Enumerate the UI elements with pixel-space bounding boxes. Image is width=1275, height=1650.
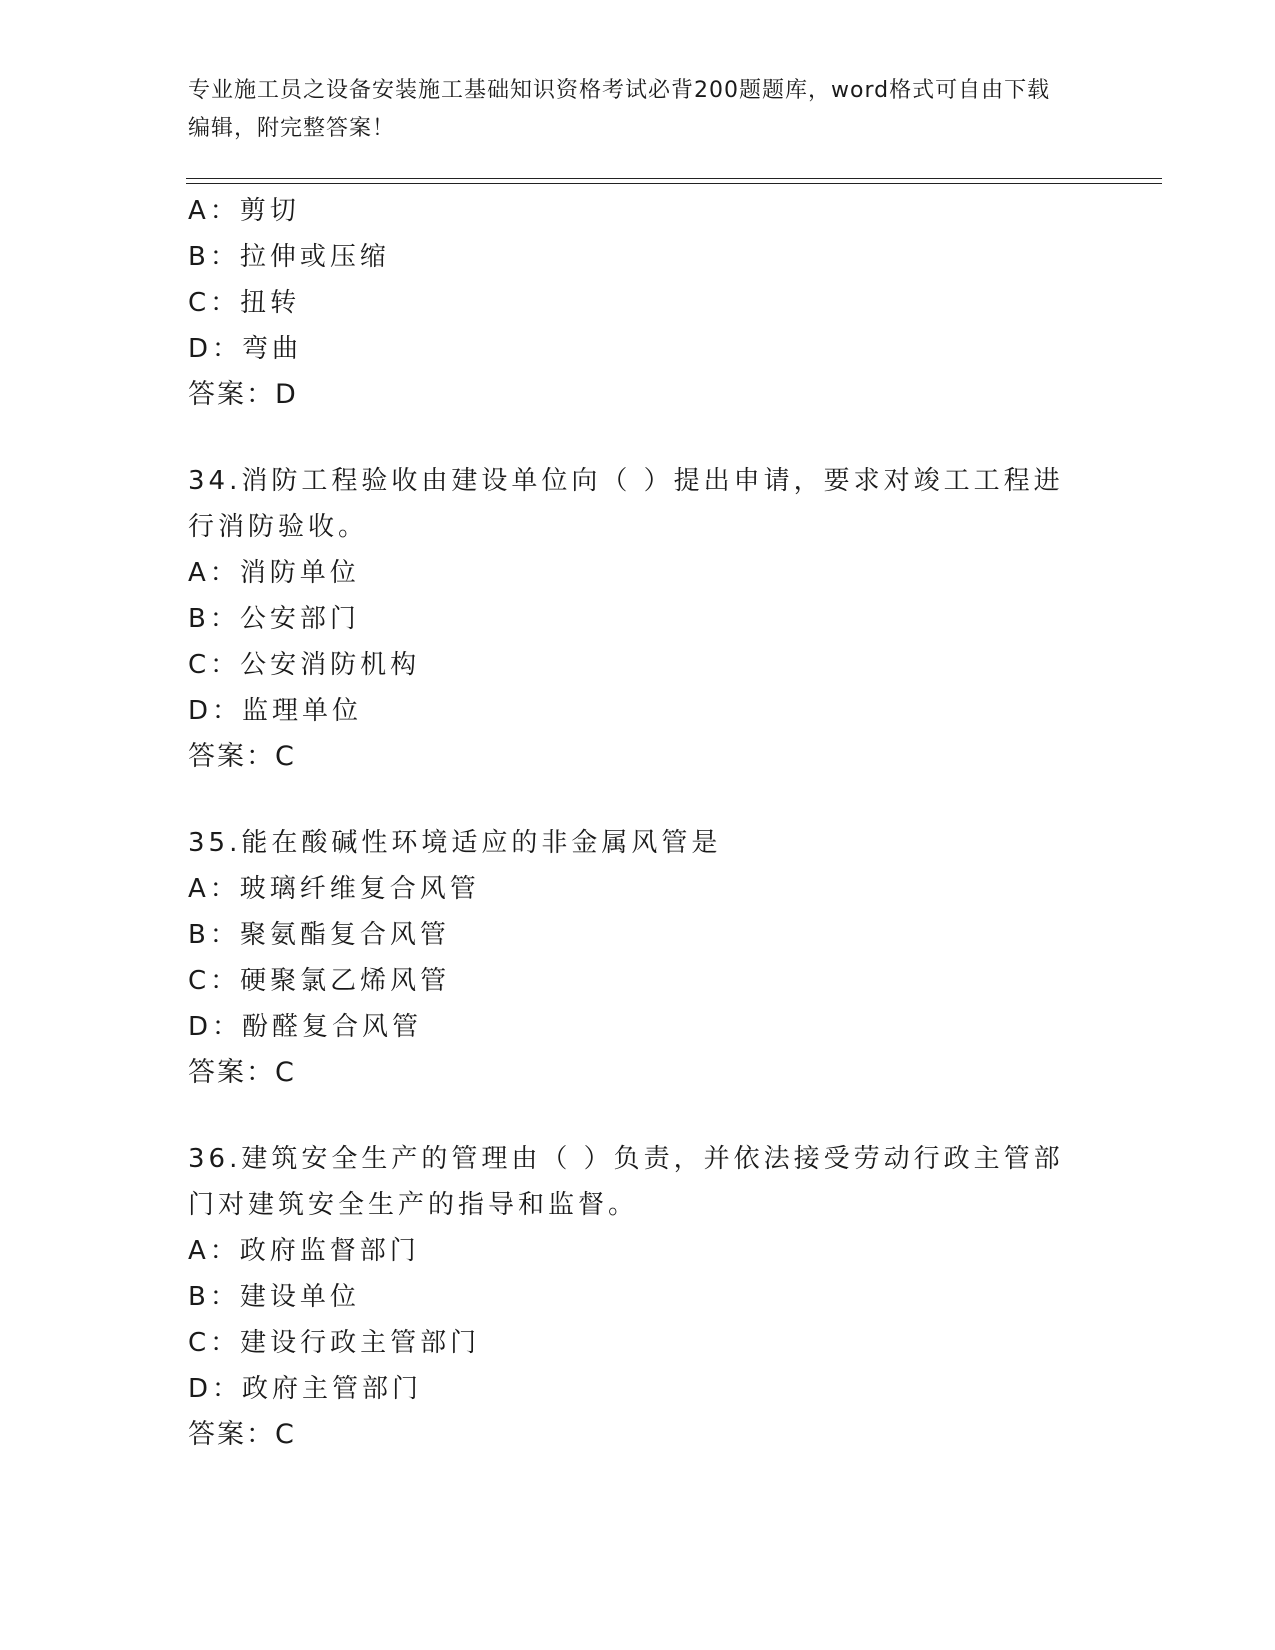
question-list [188, 188, 1088, 1458]
option-c: C：扭转 [188, 288, 301, 318]
option-a: A：剪切 [188, 196, 300, 226]
option-a: A：玻璃纤维复合风管 [188, 874, 480, 904]
header-rule-top [186, 178, 1162, 179]
question-block-33 [188, 188, 1088, 418]
question-block-34 [188, 458, 1088, 780]
answer-line: 答案：D [188, 379, 298, 410]
option-b: B：公安部门 [188, 604, 360, 634]
spacer [188, 780, 1088, 820]
option-d: D：酚醛复合风管 [188, 1012, 423, 1042]
option-c: C：建设行政主管部门 [188, 1328, 481, 1358]
option-c: C：硬聚氯乙烯风管 [188, 966, 451, 996]
option-b: B：建设单位 [188, 1282, 360, 1312]
option-d: D：政府主管部门 [188, 1374, 423, 1404]
question-stem: 34.消防工程验收由建设单位向（ ）提出申请，要求对竣工工程进行消防验收。 [188, 466, 1064, 542]
question-stem: 35.能在酸碱性环境适应的非金属风管是 [188, 828, 722, 858]
question-block-36 [188, 1136, 1088, 1458]
answer-line: 答案：C [188, 1057, 296, 1088]
option-b: B：聚氨酯复合风管 [188, 920, 450, 950]
header-rule-bottom [186, 183, 1162, 184]
option-d: D：弯曲 [188, 334, 303, 364]
document-header: 专业施工员之设备安装施工基础知识资格考试必背200题题库，word格式可自由下载编辑，附完整答案！ [188, 78, 1051, 141]
option-a: A：政府监督部门 [188, 1236, 420, 1266]
option-b: B：拉伸或压缩 [188, 242, 390, 272]
spacer [188, 418, 1088, 458]
spacer [188, 1096, 1088, 1136]
answer-line: 答案：C [188, 1419, 296, 1450]
answer-line: 答案：C [188, 741, 296, 772]
option-c: C：公安消防机构 [188, 650, 421, 680]
question-block-35 [188, 820, 1088, 1096]
question-stem: 36.建筑安全生产的管理由（ ）负责，并依法接受劳动行政主管部门对建筑安全生产的指导和监督。 [188, 1144, 1064, 1220]
option-d: D：监理单位 [188, 696, 363, 726]
option-a: A：消防单位 [188, 558, 360, 588]
